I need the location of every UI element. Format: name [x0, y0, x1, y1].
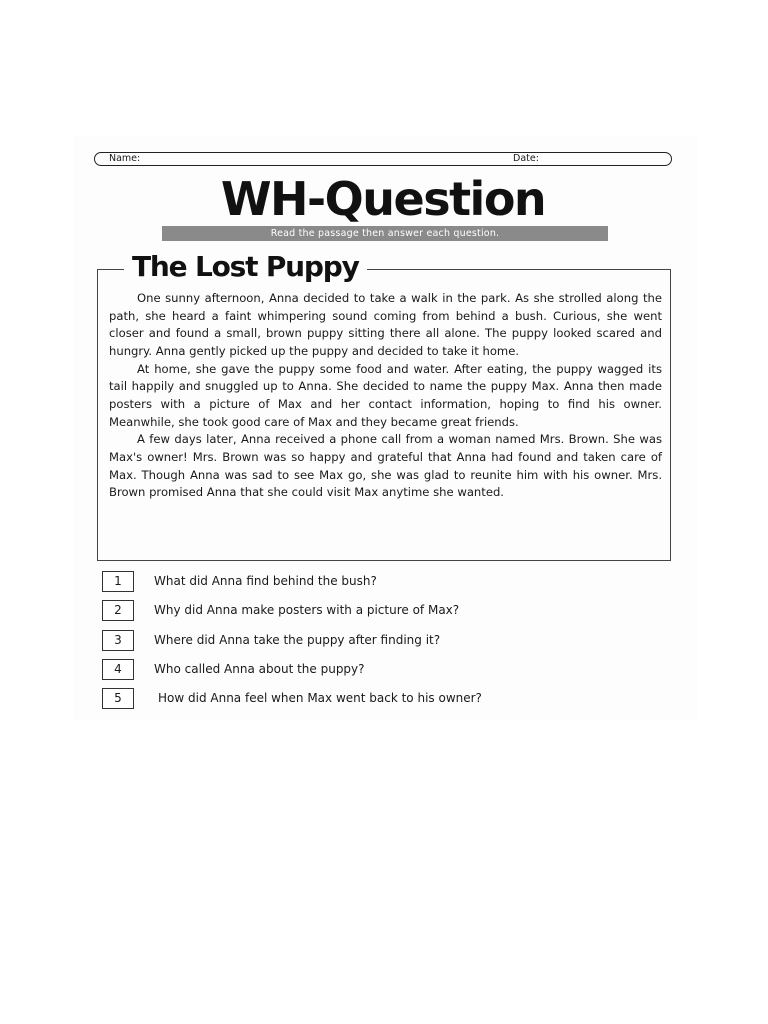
question-text: Who called Anna about the puppy? — [154, 662, 365, 676]
question-row — [102, 571, 662, 593]
question-row — [102, 600, 662, 622]
question-number-box: 3 — [102, 630, 134, 651]
passage-paragraph: At home, she gave the puppy some food and water. After eating, the puppy wagged its tail happily and snuggled up to Anna. She decided to name the puppy Max. Anna then made posters with a picture of Max and her contact information, hoping to find his owner. Meanwhile, she took good care of Max and they became great friends. — [109, 361, 662, 429]
question-text: How did Anna feel when Max went back to his owner? — [158, 691, 482, 705]
date-label: Date: — [513, 153, 539, 164]
question-number-box: 4 — [102, 659, 134, 680]
passage-paragraph: A few days later, Anna received a phone call from a woman named Mrs. Brown. She was Max's owner! Mrs. Brown was so happy and grateful that Anna had found and taken care of Max. Though Anna was sad to see Max go, she was glad to reunite him with his owner. Mrs. Brown promised Anna that she could visit Max anytime she wanted. — [109, 432, 662, 500]
question-number-box: 2 — [102, 600, 134, 621]
name-label: Name: — [109, 153, 141, 164]
name-date-bar — [94, 152, 672, 166]
question-text: Why did Anna make posters with a picture of Max? — [154, 603, 460, 617]
question-number-box: 1 — [102, 571, 134, 592]
question-row — [102, 688, 662, 710]
question-row — [102, 659, 662, 681]
passage-text — [109, 290, 662, 502]
story-title: The Lost Puppy — [124, 249, 367, 285]
question-text: Where did Anna take the puppy after finding it? — [154, 633, 441, 647]
passage-paragraph: One sunny afternoon, Anna decided to take a walk in the park. As she strolled along the path, she heard a faint whimpering sound coming from behind a bush. Curious, she went closer and found a small, brown puppy sitting there all alone. The puppy looked scared and hungry. Anna gently picked up the puppy and decided to take it home. — [109, 291, 662, 358]
instruction-banner: Read the passage then answer each question. — [162, 226, 608, 241]
question-row — [102, 630, 662, 652]
question-text: What did Anna find behind the bush? — [154, 574, 377, 588]
question-number-box: 5 — [102, 688, 134, 709]
worksheet-title: WH-Question — [220, 172, 546, 226]
